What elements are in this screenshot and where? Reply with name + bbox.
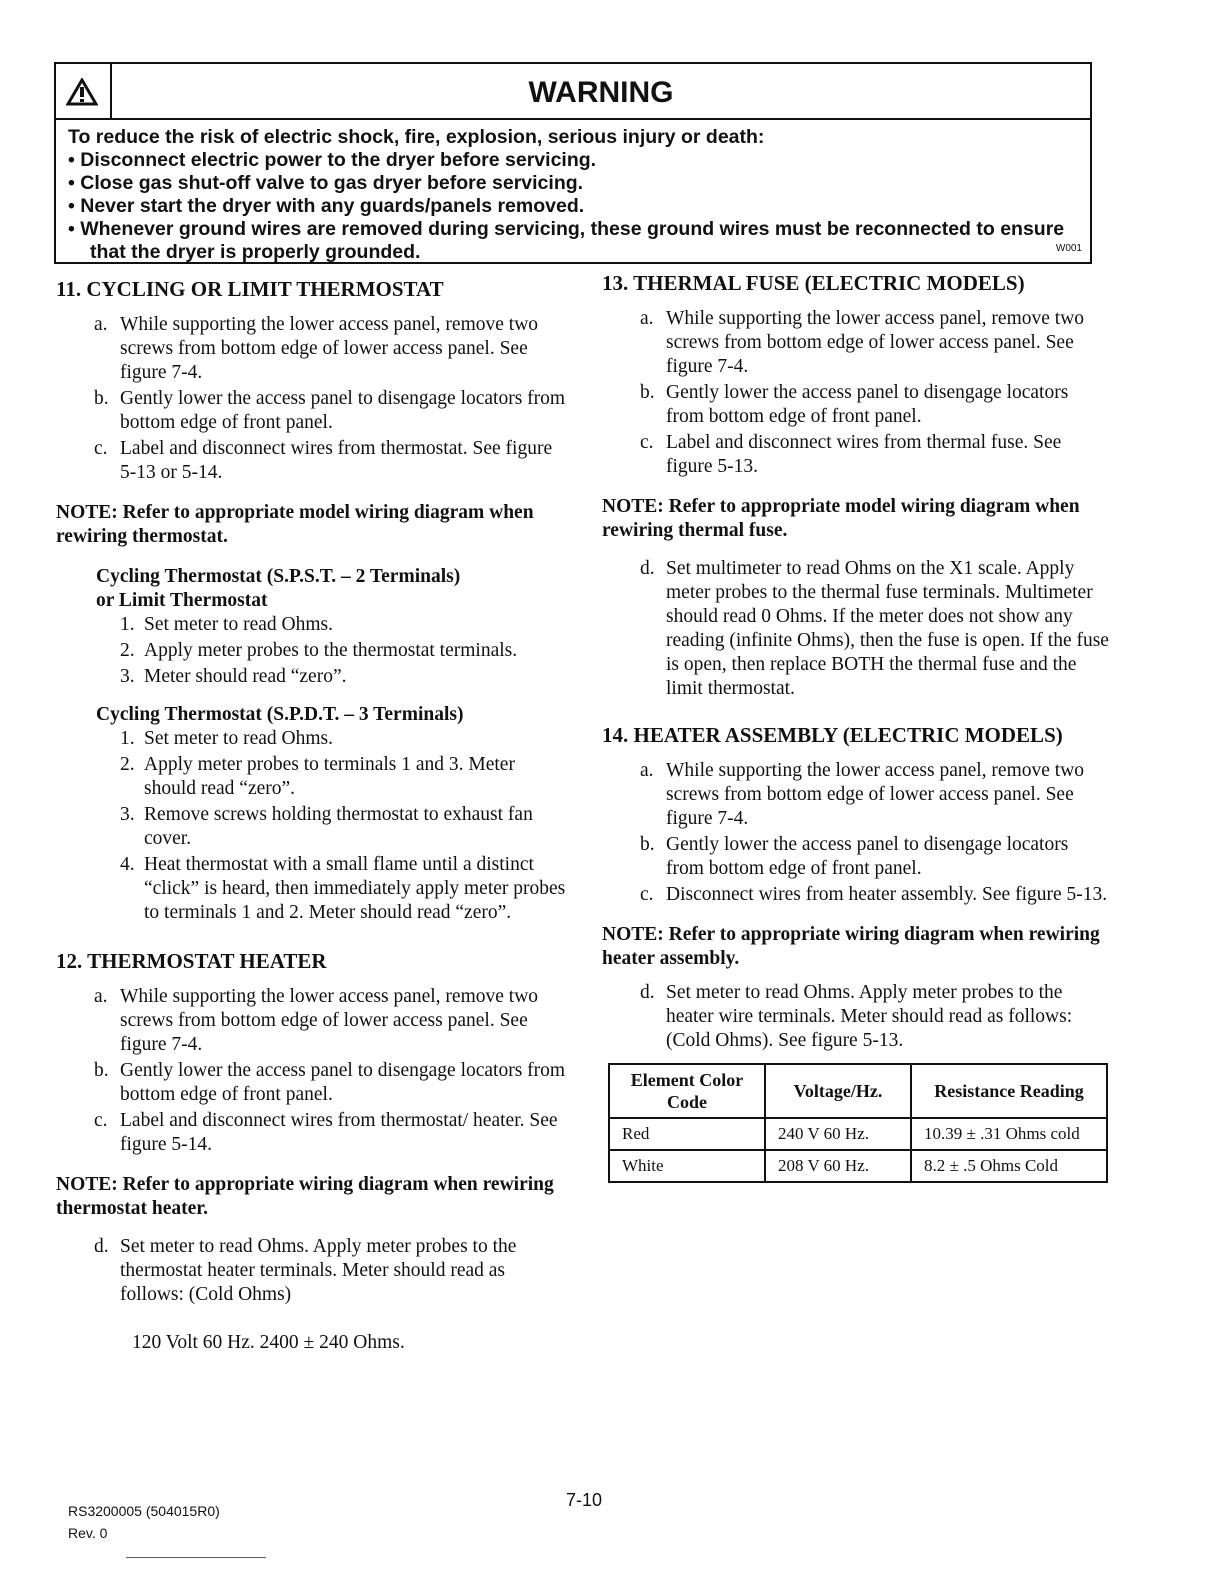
s14-step-a bbox=[602, 759, 1110, 831]
warning-bullet: • Close gas shut-off valve to gas dryer before servicing. bbox=[68, 172, 584, 194]
warning-title: WARNING bbox=[528, 76, 674, 109]
table-row bbox=[609, 1150, 1107, 1182]
s13-step-c bbox=[602, 431, 1110, 479]
spst-title-2: or Limit Thermostat bbox=[96, 590, 268, 611]
step-text: Gently lower the access panel to disengage locators from bottom edge of front panel. bbox=[666, 834, 1069, 879]
document-footer bbox=[68, 1500, 220, 1544]
spst-title: Cycling Thermostat (S.P.S.T. – 2 Terminals) bbox=[96, 566, 461, 587]
warning-bullet: • Disconnect electric power to the dryer before servicing. bbox=[68, 149, 597, 171]
step-label: a. bbox=[640, 760, 654, 781]
step-label: d. bbox=[640, 558, 655, 579]
step-label: a. bbox=[640, 308, 654, 329]
step-label: 1. bbox=[120, 614, 135, 635]
spdt-step-3 bbox=[56, 803, 566, 851]
spdt-step-2 bbox=[56, 753, 566, 801]
s14-step-b bbox=[602, 833, 1110, 881]
table-header-row bbox=[609, 1064, 1107, 1118]
spdt-title: Cycling Thermostat (S.P.D.T. – 3 Terminals) bbox=[96, 704, 464, 725]
s12-step-a bbox=[56, 985, 566, 1057]
step-label: 4. bbox=[120, 854, 135, 875]
table-cell: 10.39 ± .31 Ohms cold bbox=[911, 1118, 1107, 1150]
page-number: 7-10 bbox=[566, 1490, 603, 1510]
warning-triangle-icon bbox=[66, 78, 98, 106]
table-cell: Red bbox=[609, 1118, 765, 1150]
step-label: c. bbox=[640, 884, 654, 905]
step-text: Set meter to read Ohms. Apply meter probes to the thermostat heater terminals. Meter should read as follows: (Cold Ohms) bbox=[120, 1236, 517, 1305]
step-label: b. bbox=[94, 1060, 109, 1081]
resistance-table bbox=[608, 1063, 1108, 1183]
table-cell: White bbox=[609, 1150, 765, 1182]
step-text: While supporting the lower access panel, remove two screws from bottom edge of lower access panel. See figure 7-4. bbox=[120, 314, 539, 383]
s11-step-c bbox=[56, 437, 566, 485]
warning-icon-box bbox=[56, 64, 112, 118]
column-header: Voltage/Hz. bbox=[765, 1064, 911, 1118]
right-column bbox=[602, 271, 1110, 1183]
spst-step-1 bbox=[56, 613, 566, 637]
warning-intro: To reduce the risk of electric shock, fire, explosion, serious injury or death: bbox=[68, 126, 765, 148]
step-text: Set meter to read Ohms. bbox=[144, 614, 333, 635]
warning-bullet: • Never start the dryer with any guards/panels removed. bbox=[68, 195, 585, 217]
step-text: While supporting the lower access panel, remove two screws from bottom edge of lower access panel. See figure 7-4. bbox=[120, 986, 539, 1055]
section-13-heading: 13. THERMAL FUSE (ELECTRIC MODELS) bbox=[602, 271, 1025, 295]
step-label: d. bbox=[640, 982, 655, 1003]
step-label: 2. bbox=[120, 754, 135, 775]
section-11-heading: 11. CYCLING OR LIMIT THERMOSTAT bbox=[56, 277, 444, 301]
step-text: Label and disconnect wires from thermostat/ heater. See figure 5-14. bbox=[120, 1110, 558, 1155]
step-text: Heat thermostat with a small flame until a distinct “click” is heard, then immediately apply meter probes to terminals 1 and 2. Meter should read “zero”. bbox=[144, 854, 566, 923]
document-number: RS3200005 (504015R0) bbox=[68, 1503, 220, 1519]
step-label: d. bbox=[94, 1236, 109, 1257]
s14-step-d bbox=[602, 981, 1110, 1053]
step-text: Disconnect wires from heater assembly. See figure 5-13. bbox=[666, 884, 1108, 905]
spst-step-2 bbox=[56, 639, 566, 663]
warning-body bbox=[56, 120, 1090, 264]
s12-note: NOTE: Refer to appropriate wiring diagram when rewiring thermostat heater. bbox=[56, 1174, 554, 1219]
step-label: 3. bbox=[120, 666, 135, 687]
step-text: Gently lower the access panel to disengage locators from bottom edge of front panel. bbox=[666, 382, 1069, 427]
column-header: Element Color Code bbox=[609, 1064, 765, 1118]
table-cell: 240 V 60 Hz. bbox=[765, 1118, 911, 1150]
s14-note: NOTE: Refer to appropriate wiring diagram when rewiring heater assembly. bbox=[602, 924, 1100, 969]
section-12-heading: 12. THERMOSTAT HEATER bbox=[56, 949, 327, 973]
step-text: Set multimeter to read Ohms on the X1 scale. Apply meter probes to the thermal fuse terminals. Multimeter should read 0 Ohms. If the meter does not show any reading (infinite Ohms), then the fuse is open. If the fuse is open, then replace BOTH the thermal fuse and the limit thermostat. bbox=[666, 558, 1109, 699]
step-label: 3. bbox=[120, 804, 135, 825]
step-text: Set meter to read Ohms. Apply meter probes to the heater wire terminals. Meter should read as follows: (Cold Ohms). See figure 5-13. bbox=[666, 982, 1073, 1051]
step-text: Label and disconnect wires from thermal fuse. See figure 5-13. bbox=[666, 432, 1062, 477]
step-label: b. bbox=[94, 388, 109, 409]
step-label: b. bbox=[640, 382, 655, 403]
s13-step-d bbox=[602, 557, 1110, 701]
step-label: 2. bbox=[120, 640, 135, 661]
step-text: While supporting the lower access panel, remove two screws from bottom edge of lower access panel. See figure 7-4. bbox=[666, 308, 1085, 377]
section-14-heading: 14. HEATER ASSEMBLY (ELECTRIC MODELS) bbox=[602, 723, 1063, 747]
step-text: Meter should read “zero”. bbox=[144, 666, 347, 687]
spdt-step-4 bbox=[56, 853, 566, 925]
warning-bullet: • Whenever ground wires are removed during servicing, these ground wires must be reconnected to ensure that the dryer is properly grounded. bbox=[68, 218, 1065, 263]
warning-box bbox=[54, 62, 1092, 264]
spst-step-3 bbox=[56, 665, 566, 689]
s12-step-d bbox=[56, 1235, 566, 1307]
revision: Rev. 0 bbox=[68, 1525, 108, 1541]
warning-code: W001 bbox=[1055, 243, 1082, 254]
s13-note: NOTE: Refer to appropriate model wiring diagram when rewiring thermal fuse. bbox=[602, 496, 1080, 541]
step-label: c. bbox=[640, 432, 654, 453]
step-label: c. bbox=[94, 438, 108, 459]
column-header: Resistance Reading bbox=[911, 1064, 1107, 1118]
step-label: 1. bbox=[120, 728, 135, 749]
s11-step-a bbox=[56, 313, 566, 385]
table-cell: 208 V 60 Hz. bbox=[765, 1150, 911, 1182]
step-text: Apply meter probes to the thermostat terminals. bbox=[144, 640, 518, 661]
spdt-step-1 bbox=[56, 727, 566, 751]
step-text: Label and disconnect wires from thermostat. See figure 5-13 or 5-14. bbox=[120, 438, 553, 483]
s13-step-b bbox=[602, 381, 1110, 429]
table-cell: 8.2 ± .5 Ohms Cold bbox=[911, 1150, 1107, 1182]
step-text: Apply meter probes to terminals 1 and 3. Meter should read “zero”. bbox=[144, 754, 515, 799]
step-text: While supporting the lower access panel, remove two screws from bottom edge of lower access panel. See figure 7-4. bbox=[666, 760, 1085, 829]
warning-header bbox=[56, 64, 1090, 120]
s13-step-a bbox=[602, 307, 1110, 379]
s12-step-b bbox=[56, 1059, 566, 1107]
step-label: a. bbox=[94, 314, 108, 335]
s12-step-c bbox=[56, 1109, 566, 1157]
step-text: Remove screws holding thermostat to exhaust fan cover. bbox=[144, 804, 533, 849]
table-row bbox=[609, 1118, 1107, 1150]
step-text: Gently lower the access panel to disengage locators from bottom edge of front panel. bbox=[120, 1060, 566, 1105]
step-text: Set meter to read Ohms. bbox=[144, 728, 333, 749]
step-label: a. bbox=[94, 986, 108, 1007]
step-label: c. bbox=[94, 1110, 108, 1131]
left-column bbox=[56, 277, 566, 1355]
s14-step-c bbox=[602, 883, 1110, 907]
s11-note: NOTE: Refer to appropriate model wiring diagram when rewiring thermostat. bbox=[56, 502, 534, 547]
step-text: Gently lower the access panel to disengage locators from bottom edge of front panel. bbox=[120, 388, 566, 433]
s11-step-b bbox=[56, 387, 566, 435]
step-label: b. bbox=[640, 834, 655, 855]
s12-formula: 120 Volt 60 Hz. 2400 ± 240 Ohms. bbox=[132, 1332, 405, 1353]
footer-rule bbox=[126, 1557, 266, 1558]
